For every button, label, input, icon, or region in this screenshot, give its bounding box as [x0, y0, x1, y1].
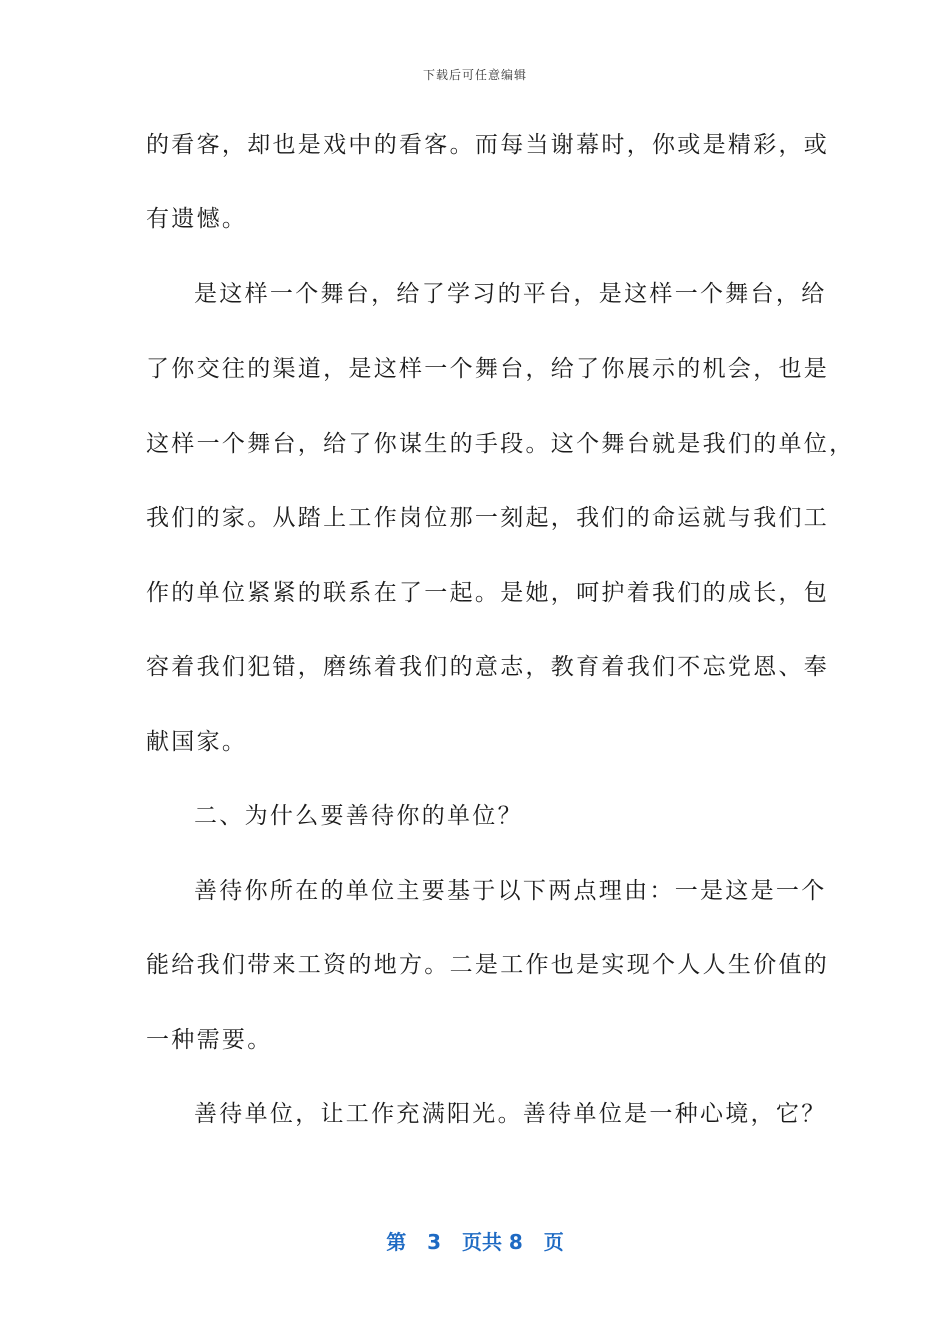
text-line: 作的单位紧紧的联系在了一起。是她，呵护着我们的成长，包 — [146, 580, 830, 606]
text-line: 我们的家。从踏上工作岗位那一刻起，我们的命运就与我们工 — [146, 505, 830, 531]
section-heading: 二、为什么要善待你的单位？ — [194, 803, 523, 829]
text-line: 了你交往的渠道，是这样一个舞台，给了你展示的机会，也是 — [146, 356, 830, 382]
page-footer — [0, 1226, 950, 1255]
current-page-number: 3 — [427, 1230, 442, 1254]
footer-suffix: 页 — [543, 1230, 564, 1254]
text-line: 善待单位，让工作充满阳光。善待单位是一种心境，它？ — [194, 1101, 827, 1127]
footer-prefix: 第 — [386, 1230, 407, 1254]
text-line: 有遗憾。 — [146, 206, 248, 232]
text-line: 善待你所在的单位主要基于以下两点理由：一是这是一个 — [194, 878, 827, 904]
text-line: 容着我们犯错，磨练着我们的意志，教育着我们不忘党恩、奉 — [146, 654, 830, 680]
footer-middle: 页共 — [461, 1230, 502, 1254]
header-note: 下载后可任意编辑 — [422, 68, 527, 82]
text-line: 的看客，却也是戏中的看客。而每当谢幕时，你或是精彩，或 — [146, 132, 830, 158]
text-line: 献国家。 — [146, 729, 248, 755]
text-line: 这样一个舞台，给了你谋生的手段。这个舞台就是我们的单位， — [146, 431, 855, 457]
total-pages-number: 8 — [508, 1230, 523, 1254]
text-line: 能给我们带来工资的地方。二是工作也是实现个人人生价值的 — [146, 952, 830, 978]
text-line: 是这样一个舞台，给了学习的平台，是这样一个舞台，给 — [194, 281, 827, 307]
text-line: 一种需要。 — [146, 1027, 273, 1053]
